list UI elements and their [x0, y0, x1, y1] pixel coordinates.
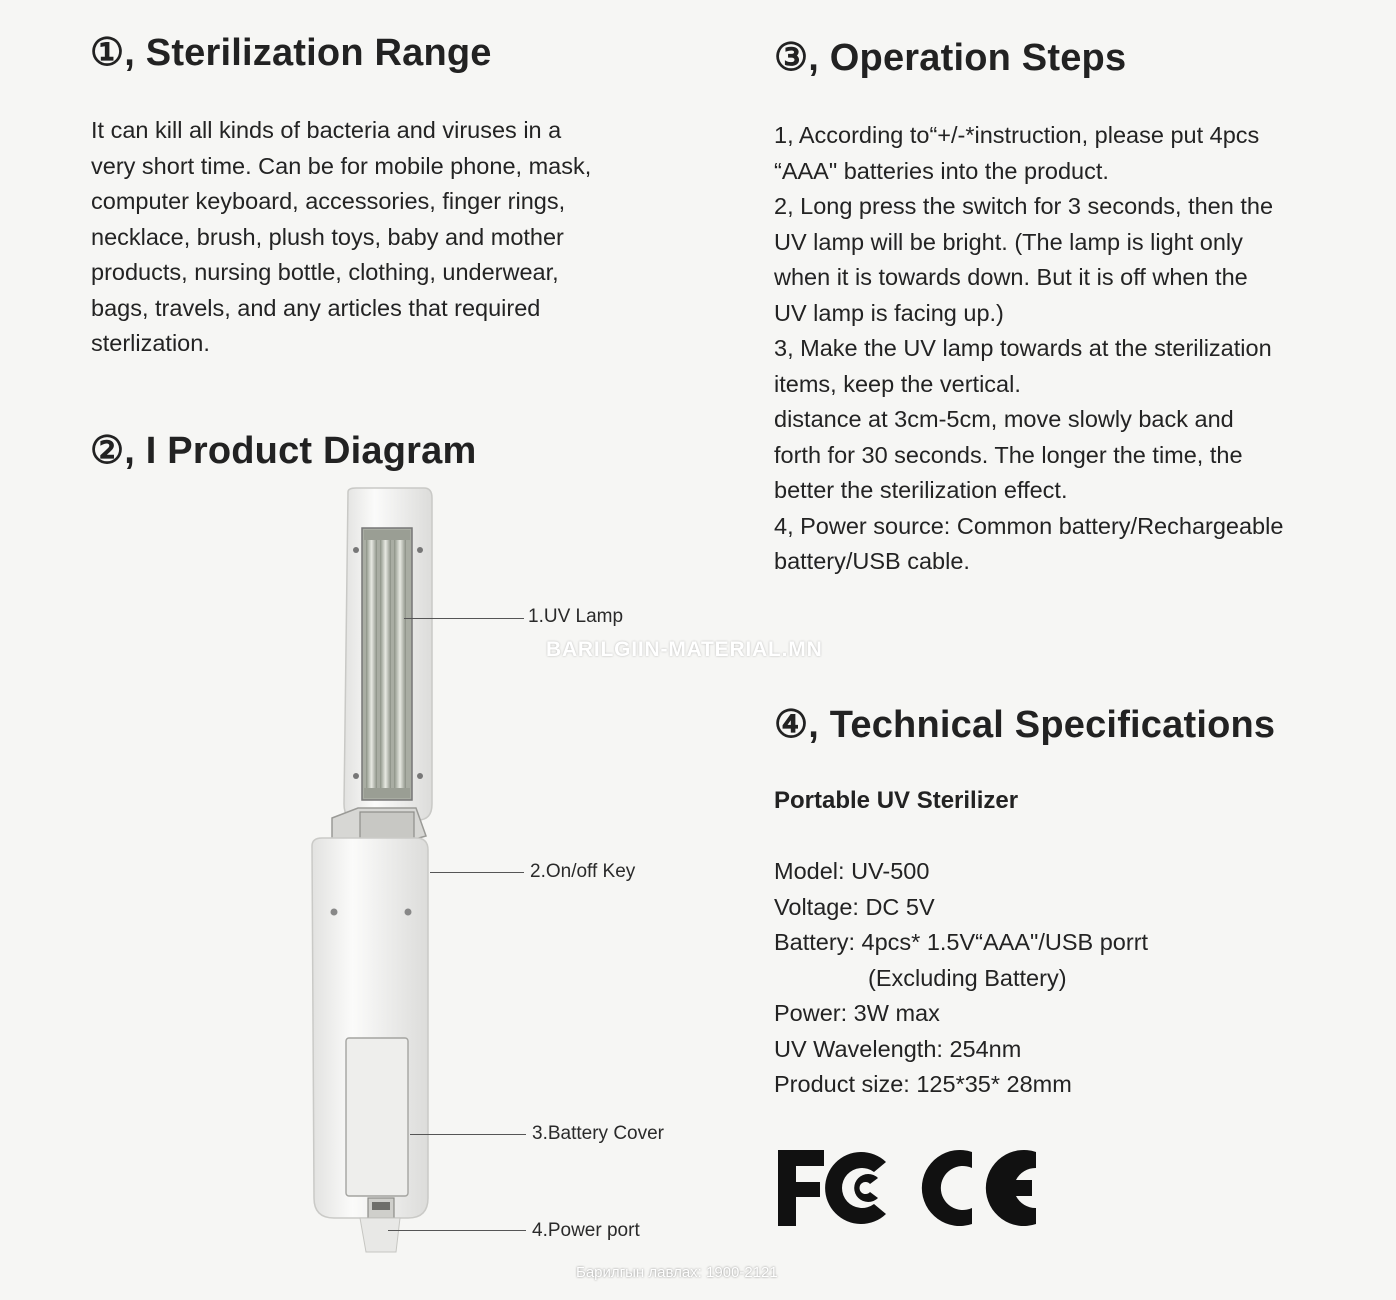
spec-battery: Battery: 4pcs* 1.5V“AAA"/USB porrt	[774, 929, 1149, 955]
certification-logos	[774, 1142, 1044, 1234]
text-line: sterlization.	[91, 330, 210, 356]
text-line: better the sterilization effect.	[774, 477, 1068, 503]
callout-uv-lamp: 1.UV Lamp	[528, 606, 624, 627]
text-line: “AAA" batteries into the product.	[774, 157, 1109, 184]
text-line: 4, Power source: Common battery/Rechargeable	[774, 512, 1284, 539]
callout-battery-cover: 3.Battery Cover	[532, 1123, 664, 1144]
section-title-technical-specifications: ④, Technical Specifications	[774, 704, 1276, 746]
fcc-logo	[778, 1150, 886, 1226]
section-title-operation-steps: ③, Operation Steps	[774, 37, 1127, 79]
text-line: necklace, brush, plush toys, baby and mother	[91, 223, 564, 250]
text-line: computer keyboard, accessories, finger rings,	[91, 188, 566, 214]
callout-power-port: 4.Power port	[532, 1220, 640, 1241]
text-line: 3, Make the UV lamp towards at the sterilization	[774, 335, 1272, 361]
spec-uv-wavelength: UV Wavelength: 254nm	[774, 1035, 1022, 1062]
product-name: Portable UV Sterilizer	[774, 787, 1019, 814]
spec-battery-note: (Excluding Battery)	[868, 964, 1067, 991]
uv-sterilizer-illustration	[300, 486, 450, 1256]
operation-steps-text	[774, 118, 1283, 580]
spec-model: Model: UV-500	[774, 858, 930, 884]
section-title-sterilization-range: ①, Sterilization Range	[90, 32, 492, 74]
text-line: forth for 30 seconds. The longer the time, the	[774, 441, 1243, 468]
text-line: very short time. Can be for mobile phone, mask,	[91, 152, 592, 179]
text-line: UV lamp is facing up.)	[774, 299, 1004, 326]
text-line: items, keep the vertical.	[774, 370, 1021, 397]
watermark: BARILGIIN-MATERIAL.MN	[546, 638, 823, 661]
text-line: 1, According to“+/-*instruction, please put 4pcs	[774, 122, 1260, 148]
text-line: distance at 3cm-5cm, move slowly back and	[774, 406, 1234, 432]
spec-list	[774, 854, 1148, 1103]
section-title-product-diagram: ②, I Product Diagram	[90, 430, 477, 472]
spec-power: Power: 3W max	[774, 1000, 940, 1026]
sterilization-range-text	[91, 113, 591, 362]
text-line: UV lamp will be bright. (The lamp is light only	[774, 228, 1243, 255]
text-line: battery/USB cable.	[774, 548, 970, 574]
power-port-leader-line	[388, 1230, 526, 1231]
footer-phone: Барилгын лавлах: 1900-2121	[576, 1264, 778, 1281]
text-line: bags, travels, and any articles that required	[91, 294, 541, 321]
spec-product-size: Product size: 125*35* 28mm	[774, 1071, 1072, 1097]
callout-on-off-key: 2.On/off Key	[530, 861, 636, 882]
text-line: products, nursing bottle, clothing, underwear,	[91, 259, 559, 285]
on-off-key-leader-line	[430, 872, 524, 873]
text-line: It can kill all kinds of bacteria and viruses in a	[91, 117, 562, 143]
spec-voltage: Voltage: DC 5V	[774, 893, 935, 920]
ce-logo	[922, 1150, 1036, 1226]
battery-cover-leader-line	[410, 1134, 526, 1135]
text-line: 2, Long press the switch for 3 seconds, then the	[774, 193, 1274, 219]
text-line: when it is towards down. But it is off when the	[774, 264, 1248, 290]
uv-lamp-leader-line	[404, 618, 524, 619]
